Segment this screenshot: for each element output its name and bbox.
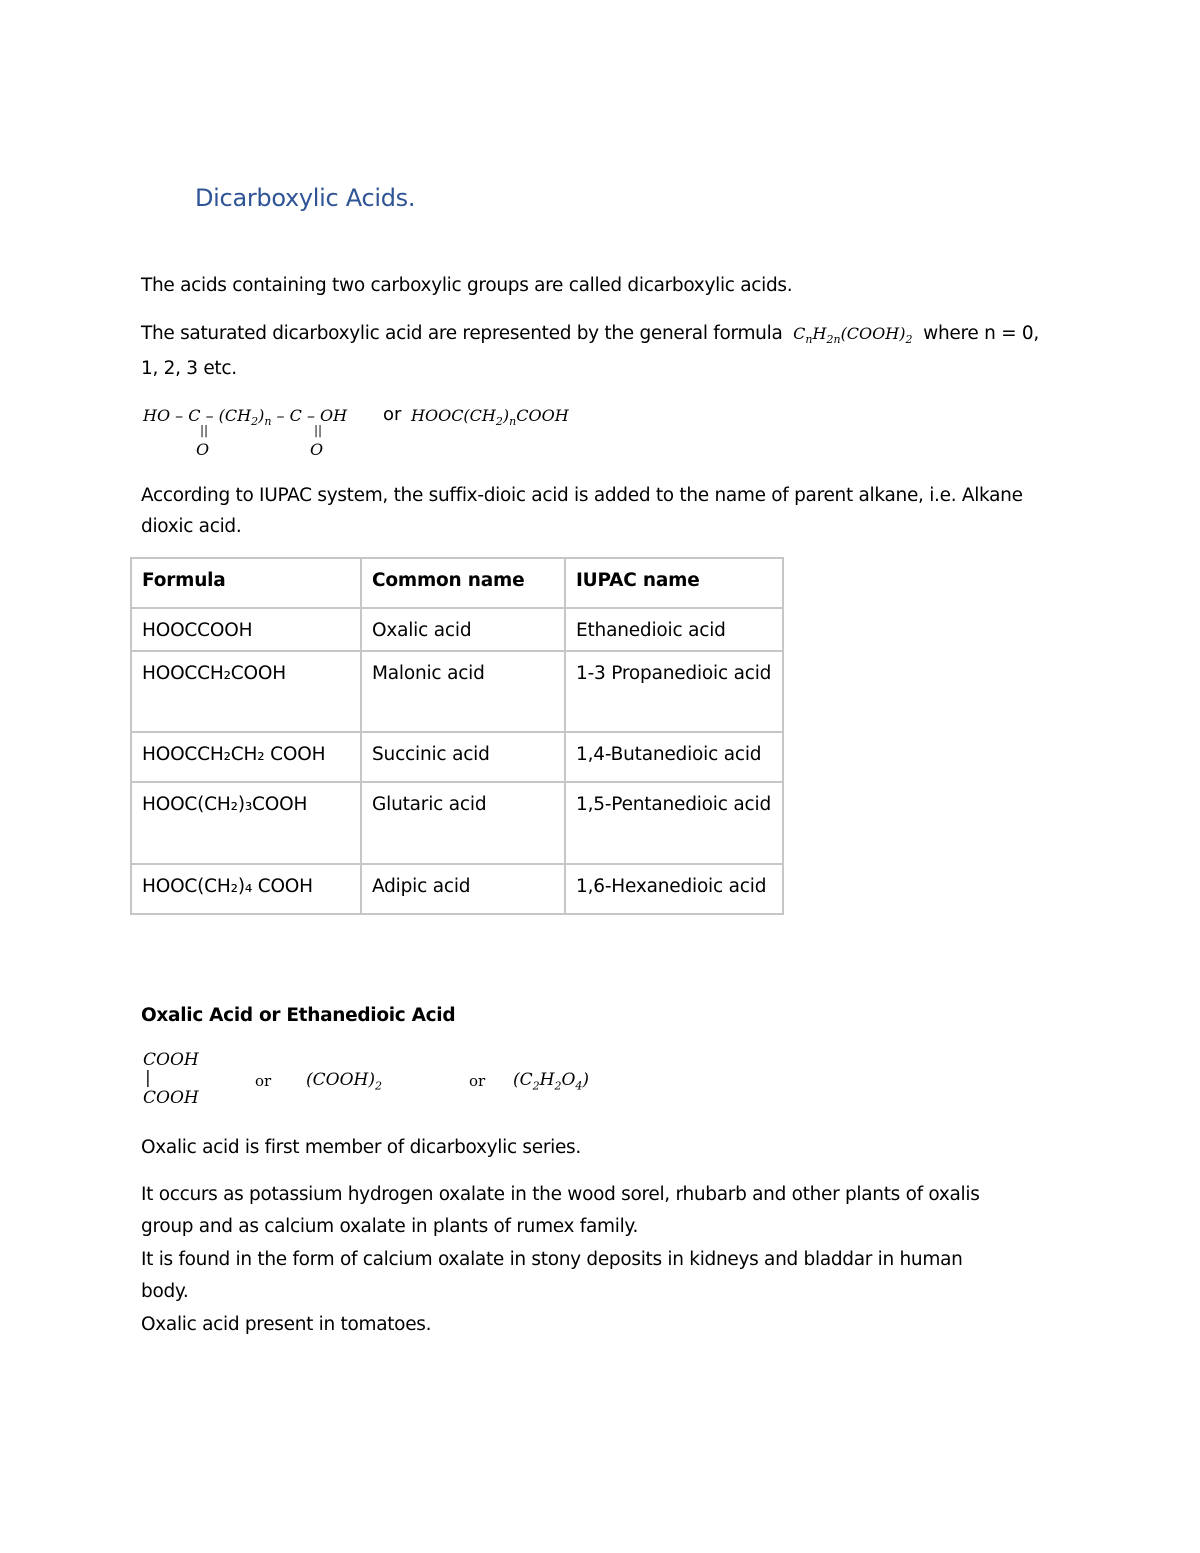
iupac-note-line2: dioxic acid. bbox=[141, 516, 242, 537]
oxalic-paragraph-2a: It occurs as potassium hydrogen oxalate in the wood sorel, rhubarb and other plants of oxalis bbox=[141, 1184, 980, 1205]
oxalic-paragraph-4: Oxalic acid present in tomatoes. bbox=[141, 1314, 432, 1335]
table-row bbox=[131, 732, 783, 782]
cell-iupac: 1,4-Butanedioic acid bbox=[565, 732, 783, 782]
definition-paragraph: The acids containing two carboxylic groups are called dicarboxylic acids. bbox=[141, 275, 793, 296]
oxalic-or-1: or bbox=[255, 1072, 272, 1090]
oxalic-or-2: or bbox=[469, 1072, 486, 1090]
oxalic-form-3: $(C_2H_2O_4)$ bbox=[513, 1070, 590, 1093]
double-bond-2: || bbox=[314, 423, 323, 437]
cell-common: Oxalic acid bbox=[361, 608, 565, 651]
structure-right: $HOOC(CH_2)_nCOOH$ bbox=[411, 406, 569, 429]
oxalic-paragraph-3b: body. bbox=[141, 1281, 189, 1302]
table-row bbox=[131, 651, 783, 732]
oxalic-paragraph-3a: It is found in the form of calcium oxalate in stony deposits in kidneys and bladdar in human bbox=[141, 1249, 963, 1270]
oxalic-paragraph-2b: group and as calcium oxalate in plants of rumex family. bbox=[141, 1216, 639, 1237]
cell-formula: HOOC(CH₂)₃COOH bbox=[131, 782, 361, 864]
cooh-top: COOH bbox=[143, 1050, 199, 1070]
cell-common: Succinic acid bbox=[361, 732, 565, 782]
acids-table bbox=[130, 557, 784, 915]
table-row bbox=[131, 864, 783, 914]
cooh-bottom: COOH bbox=[143, 1088, 199, 1108]
cell-iupac: 1-3 Propanedioic acid bbox=[565, 651, 783, 732]
cell-formula: HOOCCH₂COOH bbox=[131, 651, 361, 732]
header-common-name: Common name bbox=[361, 558, 565, 608]
cell-formula: HOOCCH₂CH₂ COOH bbox=[131, 732, 361, 782]
structure-left: HO – C – $(CH_2)_n$ – C – OH bbox=[143, 406, 348, 429]
cell-common: Malonic acid bbox=[361, 651, 565, 732]
table-header-row bbox=[131, 558, 783, 608]
formula-suffix: where n = 0, bbox=[923, 323, 1039, 344]
cell-common: Adipic acid bbox=[361, 864, 565, 914]
structure-or: or bbox=[383, 404, 402, 425]
cell-formula: HOOCCOOH bbox=[131, 608, 361, 651]
general-formula: $C_nH_{2n}(COOH)_2$ bbox=[788, 324, 913, 347]
cell-common: Glutaric acid bbox=[361, 782, 565, 864]
page-title: Dicarboxylic Acids. bbox=[195, 184, 416, 212]
formula-continuation: 1, 2, 3 etc. bbox=[141, 358, 237, 379]
cell-formula: HOOC(CH₂)₄ COOH bbox=[131, 864, 361, 914]
cell-iupac: 1,6-Hexanedioic acid bbox=[565, 864, 783, 914]
general-formula-paragraph bbox=[141, 317, 1039, 356]
cell-iupac: Ethanedioic acid bbox=[565, 608, 783, 651]
double-bond-1: || bbox=[200, 423, 209, 437]
oxalic-form-2: $(COOH)_2$ bbox=[306, 1070, 382, 1093]
table-row bbox=[131, 782, 783, 864]
cell-iupac: 1,5-Pentanedioic acid bbox=[565, 782, 783, 864]
oxalic-paragraph-1: Oxalic acid is first member of dicarboxylic series. bbox=[141, 1137, 581, 1158]
oxygen-1: O bbox=[196, 440, 210, 459]
oxalic-heading: Oxalic Acid or Ethanedioic Acid bbox=[141, 1005, 456, 1026]
header-formula: Formula bbox=[131, 558, 361, 608]
oxygen-2: O bbox=[310, 440, 324, 459]
formula-prefix: The saturated dicarboxylic acid are represented by the general formula bbox=[141, 323, 783, 344]
table-row bbox=[131, 608, 783, 651]
iupac-note-line1: According to IUPAC system, the suffix-dioic acid is added to the name of parent alkane, i.e. Alkane bbox=[141, 485, 1023, 506]
single-bond: | bbox=[145, 1068, 151, 1088]
header-iupac-name: IUPAC name bbox=[565, 558, 783, 608]
